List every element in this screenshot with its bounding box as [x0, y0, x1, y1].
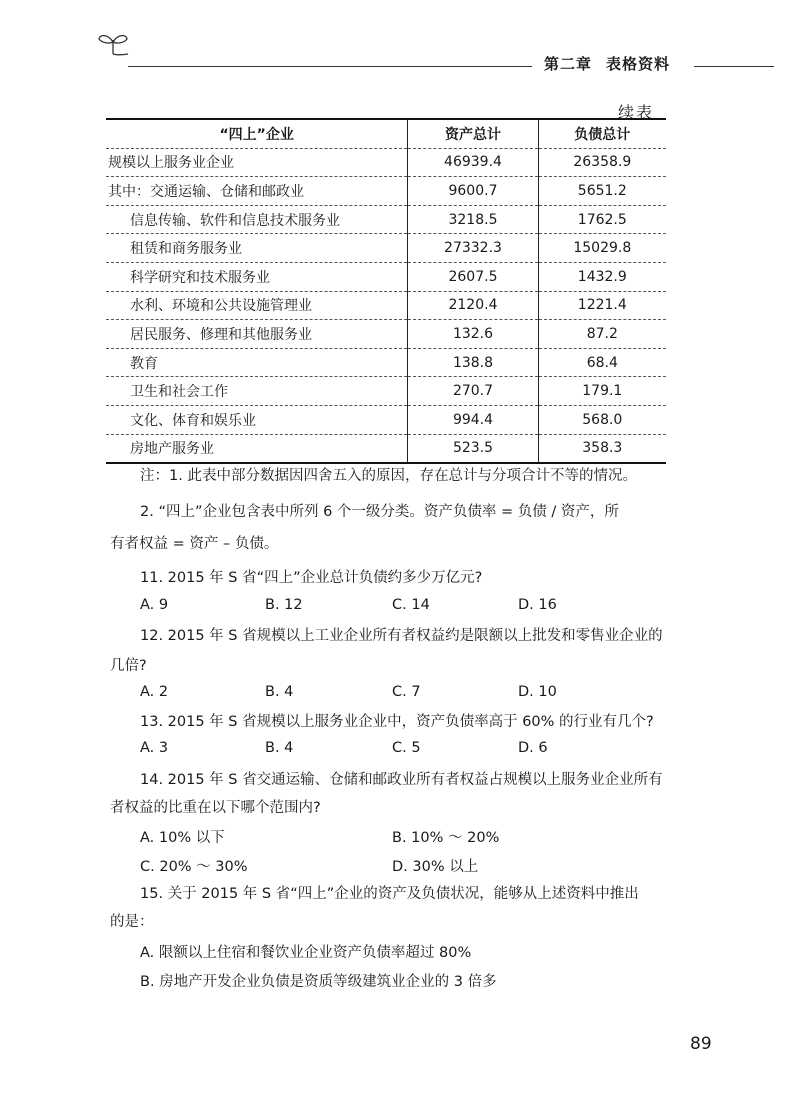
table-row — [106, 177, 666, 206]
header-rule-right — [694, 66, 774, 67]
question-15-line-2: 的是： — [110, 914, 154, 930]
q11-option-d[interactable]: D. 16 — [518, 597, 557, 613]
q15-option-a[interactable]: A. 限额以上住宿和餐饮业企业资产负债率超过 80% — [140, 945, 472, 961]
row-assets: 132.6 — [408, 320, 538, 349]
row-name: 其中：交通运输、仓储和邮政业 — [106, 177, 408, 206]
question-12-line-1: 12. 2015 年 S 省规模以上工业企业所有者权益约是限额以上批发和零售业企业的 — [140, 628, 663, 644]
continued-label: 续表 — [618, 103, 655, 122]
row-name: 房地产服务业 — [106, 434, 408, 463]
row-liabilities: 1762.5 — [538, 205, 666, 234]
row-assets: 2607.5 — [408, 262, 538, 291]
row-name: 科学研究和技术服务业 — [106, 262, 408, 291]
row-assets: 27332.3 — [408, 234, 538, 263]
table-row — [106, 205, 666, 234]
column-header-liabilities: 负债总计 — [538, 119, 666, 148]
row-name: 卫生和社会工作 — [106, 377, 408, 406]
question-15-line-1: 15. 关于 2015 年 S 省“四上”企业的资产及负债状况，能够从上述资料中推出 — [140, 886, 639, 902]
q14-option-a[interactable]: A. 10% 以下 — [140, 830, 225, 846]
header-rule-left — [128, 66, 532, 67]
row-assets: 46939.4 — [408, 148, 538, 177]
q13-option-b[interactable]: B. 4 — [265, 740, 294, 756]
table-row — [106, 377, 666, 406]
q11-option-b[interactable]: B. 12 — [265, 597, 303, 613]
q12-option-a[interactable]: A. 2 — [140, 684, 169, 700]
row-assets: 3218.5 — [408, 205, 538, 234]
question-14-line-2: 者权益的比重在以下哪个范围内? — [110, 800, 321, 816]
row-liabilities: 68.4 — [538, 348, 666, 377]
row-name: 租赁和商务服务业 — [106, 234, 408, 263]
row-liabilities: 179.1 — [538, 377, 666, 406]
table-row — [106, 262, 666, 291]
table-row — [106, 434, 666, 463]
row-liabilities: 15029.8 — [538, 234, 666, 263]
q14-option-b[interactable]: B. 10% ～ 20% — [392, 830, 500, 846]
row-assets: 9600.7 — [408, 177, 538, 206]
table-row — [106, 348, 666, 377]
q12-option-c[interactable]: C. 7 — [392, 684, 421, 700]
row-liabilities: 87.2 — [538, 320, 666, 349]
row-name: 规模以上服务业企业 — [106, 148, 408, 177]
chapter-title — [544, 53, 670, 74]
data-table — [106, 118, 666, 464]
page-number: 89 — [690, 1034, 712, 1054]
chapter-number: 第二章 — [544, 55, 593, 73]
question-11: 11. 2015 年 S 省“四上”企业总计负债约多少万亿元? — [140, 570, 483, 586]
section-title: 表格资料 — [606, 55, 671, 73]
row-liabilities: 1221.4 — [538, 291, 666, 320]
row-liabilities: 568.0 — [538, 405, 666, 434]
column-header-assets: 资产总计 — [408, 119, 538, 148]
row-name: 水利、环境和公共设施管理业 — [106, 291, 408, 320]
column-header-enterprise: “四上”企业 — [106, 119, 408, 148]
row-liabilities: 1432.9 — [538, 262, 666, 291]
row-name: 居民服务、修理和其他服务业 — [106, 320, 408, 349]
table-header-row — [106, 119, 666, 148]
table-row — [106, 148, 666, 177]
question-13: 13. 2015 年 S 省规模以上服务业企业中，资产负债率高于 60% 的行业有几个? — [140, 714, 654, 730]
question-12-line-2: 几倍? — [110, 658, 147, 674]
note-1: 注：1. 此表中部分数据因四舍五入的原因，存在总计与分项合计不等的情况。 — [140, 468, 637, 484]
q13-option-d[interactable]: D. 6 — [518, 740, 548, 756]
q13-option-a[interactable]: A. 3 — [140, 740, 169, 756]
page-header — [0, 0, 800, 80]
row-assets: 138.8 — [408, 348, 538, 377]
row-assets: 523.5 — [408, 434, 538, 463]
row-liabilities: 5651.2 — [538, 177, 666, 206]
row-name: 文化、体育和娱乐业 — [106, 405, 408, 434]
table-row — [106, 405, 666, 434]
row-name: 信息传输、软件和信息技术服务业 — [106, 205, 408, 234]
q15-option-b[interactable]: B. 房地产开发企业负债是资质等级建筑业企业的 3 倍多 — [140, 974, 497, 990]
q13-option-c[interactable]: C. 5 — [392, 740, 421, 756]
row-assets: 270.7 — [408, 377, 538, 406]
q11-option-c[interactable]: C. 14 — [392, 597, 430, 613]
row-liabilities: 26358.9 — [538, 148, 666, 177]
row-assets: 994.4 — [408, 405, 538, 434]
sprout-icon — [96, 30, 130, 56]
question-14-line-1: 14. 2015 年 S 省交通运输、仓储和邮政业所有者权益占规模以上服务业企业所有 — [140, 772, 663, 788]
q12-option-d[interactable]: D. 10 — [518, 684, 557, 700]
q14-option-d[interactable]: D. 30% 以上 — [392, 859, 479, 875]
q12-option-b[interactable]: B. 4 — [265, 684, 294, 700]
note-2-line-1: 2. “四上”企业包含表中所列 6 个一级分类。资产负债率 = 负债 / 资产，所 — [140, 504, 619, 520]
q14-option-c[interactable]: C. 20% ～ 30% — [140, 859, 248, 875]
table-row — [106, 320, 666, 349]
q11-option-a[interactable]: A. 9 — [140, 597, 169, 613]
row-name: 教育 — [106, 348, 408, 377]
row-liabilities: 358.3 — [538, 434, 666, 463]
note-2-line-2: 有者权益 = 资产 – 负债。 — [110, 536, 279, 552]
table-row — [106, 234, 666, 263]
row-assets: 2120.4 — [408, 291, 538, 320]
table-row — [106, 291, 666, 320]
